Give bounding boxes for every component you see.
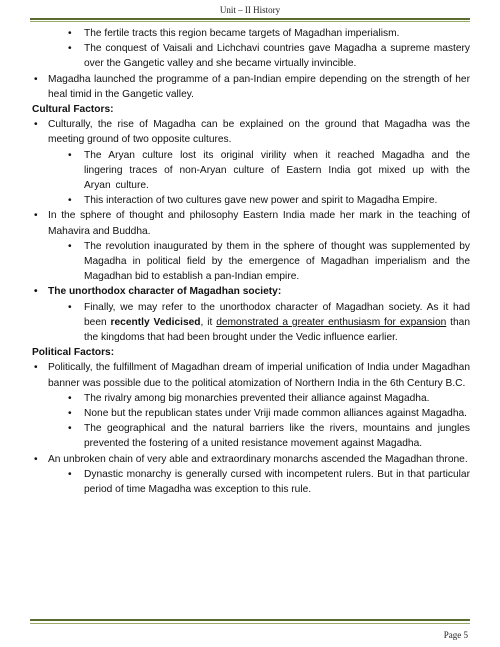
underlined-text: demonstrated a greater enthusiasm for expansion — [216, 316, 447, 328]
bullet-icon: • — [68, 195, 72, 207]
section-heading-cultural: Cultural Factors: — [32, 104, 114, 116]
page-header: Unit – II History — [219, 5, 281, 15]
bullet-icon: • — [68, 392, 72, 404]
page-number: Page 5 — [443, 630, 468, 640]
list-item-text: than the kingdoms that had been brought under the Vedic influence earlier. — [84, 316, 470, 344]
header-rule — [30, 18, 470, 20]
list-item-text: Dynastic monarchy is generally cursed with incompetent rulers. But in that particular period of time Magadha was exception to this rule. — [84, 468, 470, 496]
list-item-text: Magadha launched the programme of a pan-Indian empire depending on the strength of her heal timid in the Gangetic valley. — [48, 73, 470, 100]
list-item — [32, 467, 470, 497]
list-item — [32, 117, 470, 147]
list-item-text: Finally, we may refer to the unorthodox character of Magadhan society. As it had been — [84, 301, 470, 328]
list-item — [32, 193, 470, 208]
bullet-icon: • — [34, 210, 38, 222]
list-item — [32, 452, 470, 467]
list-item-text: The rivalry among big monarchies prevented their alliance against Magadha. — [84, 392, 430, 404]
bullet-icon: • — [68, 408, 72, 420]
bullet-icon: • — [68, 423, 72, 435]
list-item-text: This interaction of two cultures gave new power and spirit to Magadha Empire. — [84, 195, 438, 207]
bullet-icon: • — [68, 43, 72, 55]
list-item-text: The fertile tracts this region became targets of Magadhan imperialism. — [84, 28, 400, 39]
list-item — [32, 148, 470, 194]
bullet-icon: • — [34, 286, 38, 298]
list-item-text: The geographical and the natural barriers like the rivers, mountains and jungles prevented the fostering of a united resistance movement against Magadha. — [84, 423, 470, 450]
list-item — [32, 41, 470, 71]
list-item-text: Politically, the fulfillment of Magadhan dream of imperial unification of India under Magadhan banner was possible due to the political atomization of Northern India in the 6th Century B.C. — [48, 362, 470, 389]
list-item-text: The conquest of Vaisali and Lichchavi countries gave Magadha a supreme mastery over the Gangetic valley and she became virtually invincible. — [84, 43, 470, 70]
list-item — [32, 300, 470, 346]
bullet-icon: • — [68, 149, 72, 161]
list-item-text: None but the republican states under Vriji made common alliances against Magadha. — [84, 408, 468, 420]
list-item-text: In the sphere of thought and philosophy Eastern India made her mark in the teaching of Mahavira and Buddha. — [48, 210, 470, 237]
section-heading-political: Political Factors: — [32, 347, 115, 359]
list-item — [32, 208, 470, 238]
bullet-icon: • — [34, 119, 38, 131]
list-item — [32, 391, 470, 406]
bullet-icon: • — [34, 362, 38, 374]
bullet-icon: • — [34, 73, 38, 85]
list-item — [32, 406, 470, 421]
bullet-icon: • — [68, 468, 72, 480]
bullet-icon: • — [68, 28, 72, 39]
page-content — [32, 26, 470, 497]
list-item — [32, 26, 470, 41]
footer-rule-thin — [30, 623, 470, 624]
list-item — [32, 360, 470, 390]
list-item — [32, 72, 470, 102]
list-item-text: , it — [200, 316, 217, 328]
list-item-text: Culturally, the rise of Magadha can be explained on the ground that Magadha was the meeting ground of two opposite cultures. — [48, 119, 470, 146]
list-item-text: The unorthodox character of Magadhan society: — [48, 286, 282, 298]
footer-rule — [30, 619, 470, 621]
list-item-text: The revolution inaugurated by them in the sphere of thought was supplemented by Magadha in political field by the emergence of Magadhan imperialism and the Magadhan bid to establish a pan-Indian empire. — [84, 240, 470, 283]
emphasis-text: recently Vedicised — [110, 316, 201, 328]
header-rule-thin — [30, 21, 470, 22]
list-item — [32, 239, 470, 285]
bullet-icon: • — [34, 453, 38, 465]
list-item — [32, 421, 470, 451]
list-item-text: The Aryan culture lost its original virility when it reached Magadha and the lingering traces of non-Aryan culture of Eastern India got mixed up with the Aryan culture. — [84, 149, 470, 192]
list-item-text: An unbroken chain of very able and extraordinary monarchs ascended the Magadhan throne. — [48, 453, 468, 465]
bullet-icon: • — [68, 240, 72, 252]
bullet-icon: • — [68, 301, 72, 313]
list-item — [32, 284, 470, 299]
